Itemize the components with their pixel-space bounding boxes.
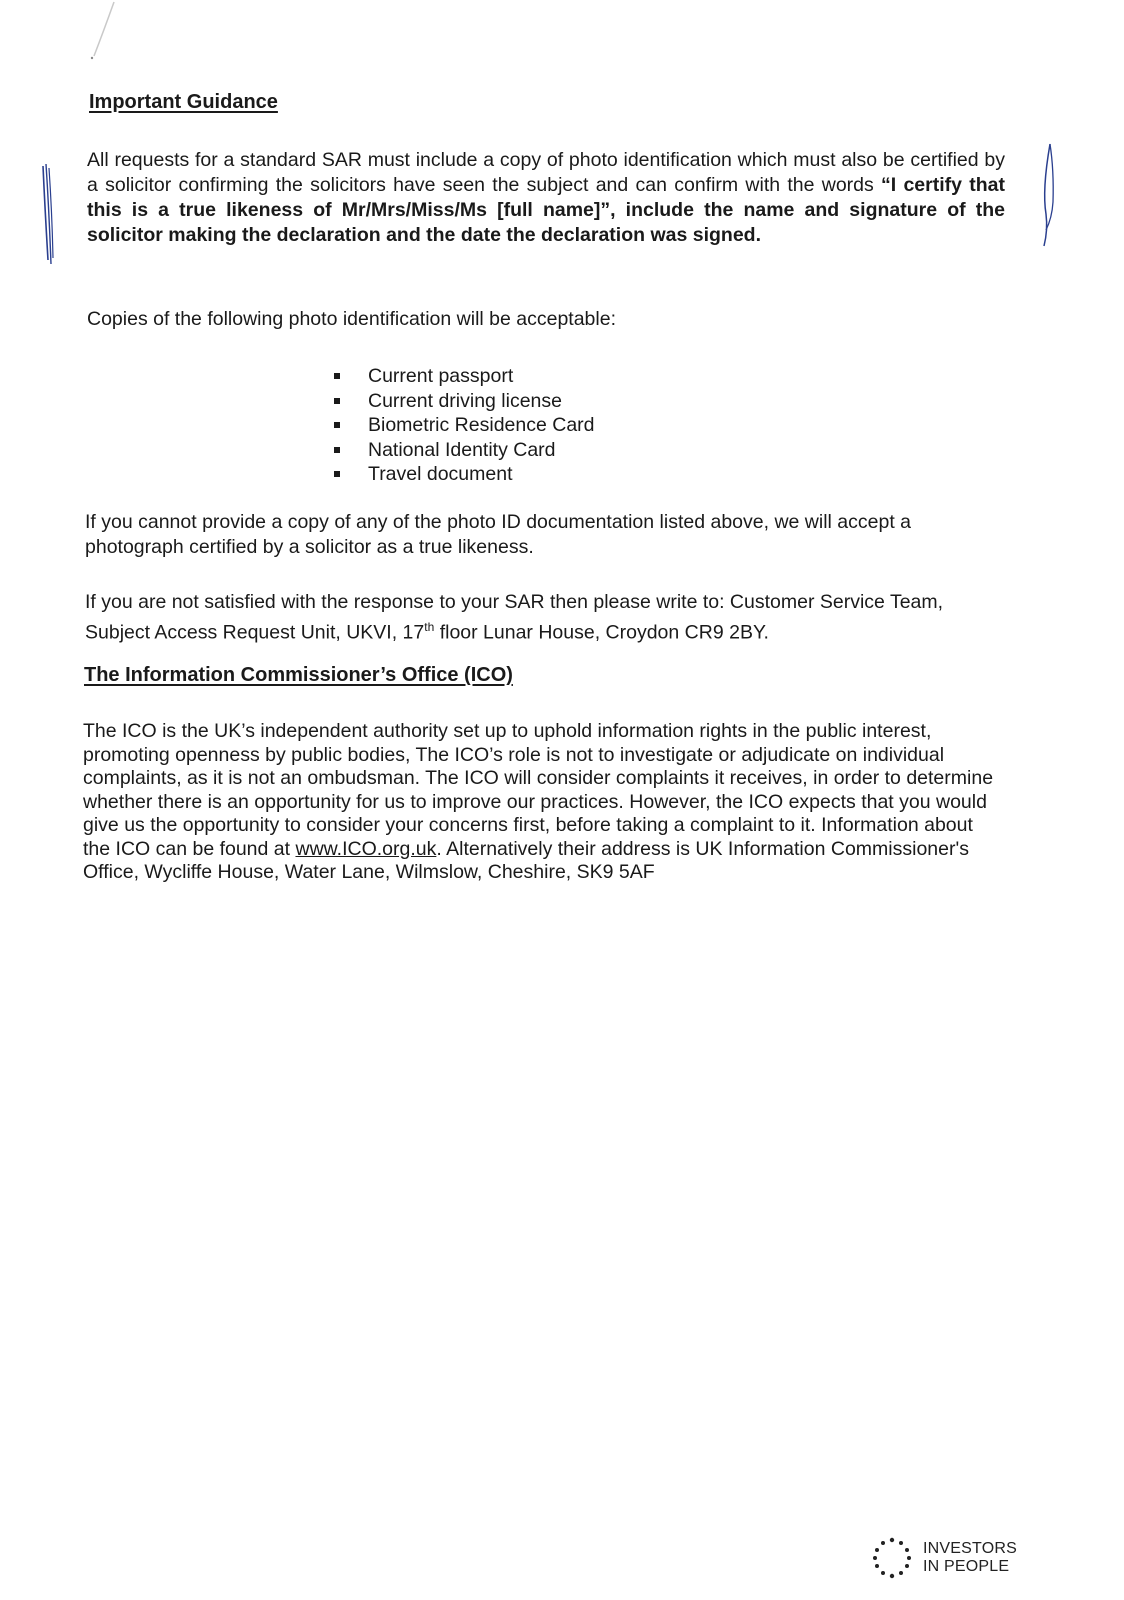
complaint-address-end: floor Lunar House, Croydon CR9 2BY. bbox=[434, 621, 769, 644]
logo-line-1: INVESTORS bbox=[923, 1540, 1017, 1557]
handwritten-right-bracket-mark bbox=[1036, 140, 1066, 250]
list-item: Biometric Residence Card bbox=[333, 413, 595, 438]
investors-in-people-logo bbox=[868, 1534, 1018, 1584]
ico-website-link[interactable]: www.ICO.org.uk bbox=[295, 837, 437, 860]
complaint-address-text: If you are not satisfied with the response to your SAR then please write to: Customer Service Team, Subject Access Request Unit, UKVI, 17 bbox=[85, 591, 944, 644]
certification-bold-text: “I certify that this is a true likeness of Mr/Mrs/Miss/Ms [full name]”, include the name and signature of the solicitor making the declaration and the date the declaration was signed. bbox=[87, 174, 1006, 246]
complaint-address-paragraph bbox=[85, 590, 965, 646]
certification-text: All requests for a standard SAR must include a copy of photo identification which must also be certified by a solicitor confirming the solicitors have seen the subject and can confirm with the words bbox=[87, 149, 1005, 196]
list-item: Travel document bbox=[333, 462, 595, 487]
handwritten-left-margin-mark bbox=[34, 160, 64, 270]
ico-paragraph bbox=[83, 720, 1003, 885]
pen-mark-top bbox=[86, 0, 116, 70]
ico-address-text: . Alternatively their address is UK Information Commissioner's Office, Wycliffe House, Water Lane, Wilmslow, Cheshire, SK9 5AF bbox=[83, 837, 969, 883]
important-guidance-heading: Important Guidance bbox=[89, 91, 278, 113]
ordinal-suffix: th bbox=[424, 620, 435, 634]
logo-text bbox=[923, 1540, 1017, 1576]
list-item: Current driving license bbox=[333, 389, 595, 414]
acceptable-id-list bbox=[333, 364, 595, 487]
laurel-wreath-icon bbox=[868, 1534, 916, 1582]
ico-text: The ICO is the UK’s independent authority set up to uphold information rights in the public interest, promoting openness by public bodies, The ICO’s role is not to investigate or adjudicate on individual complaints, as it is not an ombudsman. The ICO will consider complaints it receives, in order to determine whether there is an opportunity for us to improve our practices. However, the ICO expects that you would give us the opportunity to consider your concerns first, before taking a complaint to it. Information about the ICO can be found at bbox=[83, 720, 994, 860]
list-item: National Identity Card bbox=[333, 438, 595, 463]
list-item: Current passport bbox=[333, 364, 595, 389]
acceptable-id-intro: Copies of the following photo identification will be acceptable: bbox=[87, 308, 616, 330]
photo-alternative-paragraph: If you cannot provide a copy of any of the photo ID documentation listed above, we will accept a photograph certified by a solicitor as a true likeness. bbox=[85, 511, 911, 558]
certification-paragraph bbox=[87, 148, 1005, 248]
ico-heading: The Information Commissioner’s Office (ICO) bbox=[84, 664, 513, 686]
logo-line-2: IN PEOPLE bbox=[923, 1558, 1010, 1575]
